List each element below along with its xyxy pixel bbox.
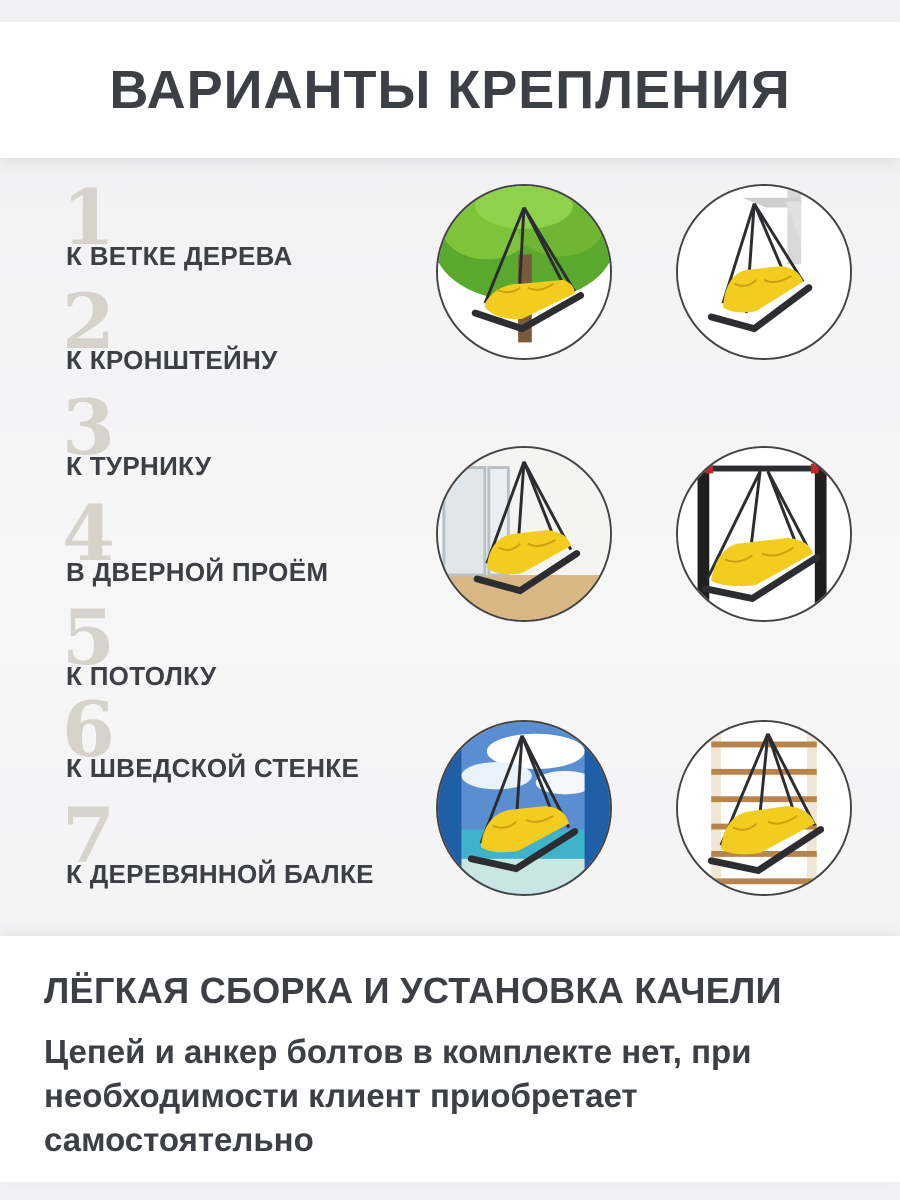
method-item-bracket [62,277,442,384]
method-item-pullup-bar [62,383,442,490]
room-swing-icon [438,448,610,620]
method-label: К КРОНШТЕЙНУ [66,345,278,375]
footer-title: ЛЁГКАЯ СБОРКА И УСТАНОВКА КАЧЕЛИ [44,970,782,1011]
sea-window-swing-icon [438,722,610,894]
method-label: К ВЕТКЕ ДЕРЕВА [66,241,293,271]
room-swing-photo [436,446,612,622]
method-number: 1 [62,173,115,262]
sea-window-swing-photo [436,720,612,896]
bar-swing-photo [676,446,852,622]
method-number: 3 [62,383,115,472]
footer-note: Цепей и анкер болтов в комплекте нет, при необходимости клиент приобретает самостоятельно [44,1033,752,1158]
method-item-wall-bars [62,685,442,792]
method-label: К ПОТОЛКУ [66,661,217,691]
method-number: 7 [62,791,115,880]
method-label: К ДЕРЕВЯННОЙ БАЛКЕ [66,859,374,889]
method-number: 6 [62,685,115,774]
tree-swing-photo [436,184,612,360]
method-number: 5 [62,593,115,682]
wall-bars-swing-photo [676,720,852,896]
method-item-wooden-beam [62,791,442,898]
method-label: В ДВЕРНОЙ ПРОЁМ [66,557,329,587]
method-label: К ТУРНИКУ [66,451,212,481]
footer-info-panel [0,936,900,1182]
wall-bars-swing-icon [678,722,850,894]
method-number: 2 [62,277,115,366]
mounting-methods-list [0,0,430,940]
page-title: ВАРИАНТЫ КРЕПЛЕНИЯ [109,60,791,120]
bar-swing-icon [678,448,850,620]
bracket-swing-photo [676,184,852,360]
method-item-ceiling [62,593,442,700]
method-label: К ШВЕДСКОЙ СТЕНКЕ [66,753,360,783]
method-number: 4 [62,489,115,578]
method-item-tree-branch [62,173,442,280]
tree-swing-icon [438,186,610,358]
method-item-doorway [62,489,442,596]
bracket-swing-icon [678,186,850,358]
